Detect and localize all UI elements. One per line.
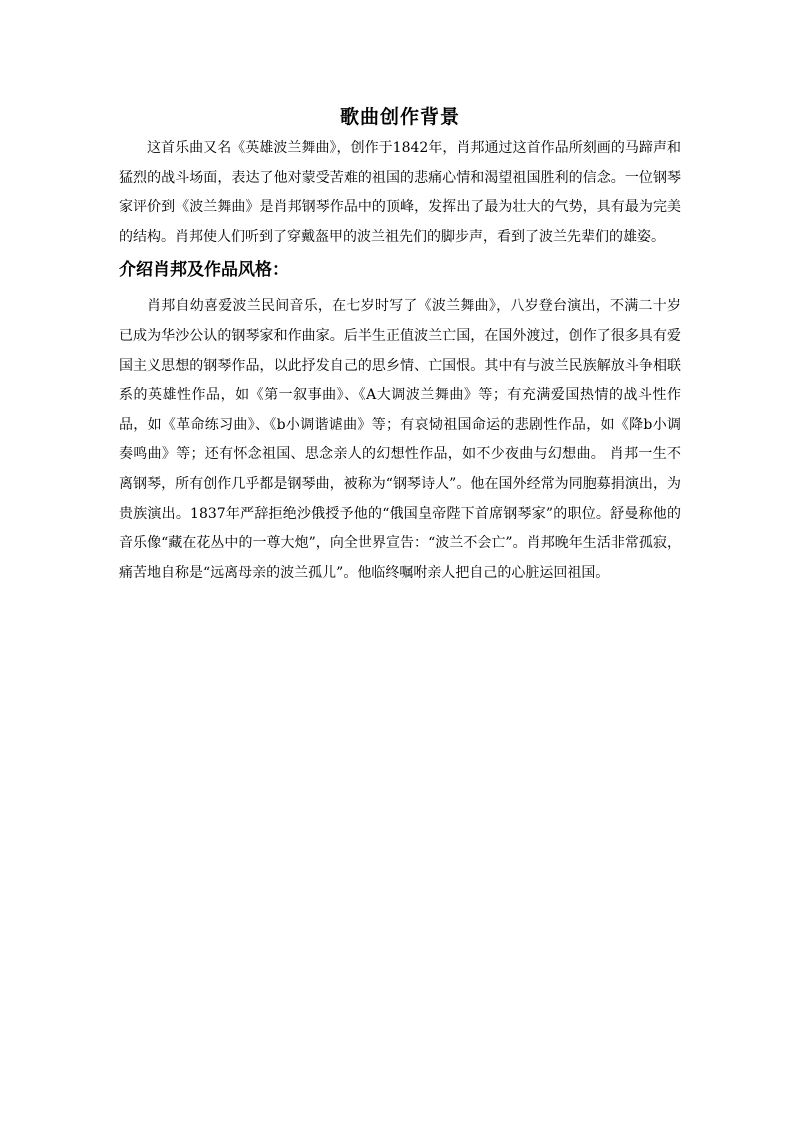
document-title: 歌曲创作背景 bbox=[339, 106, 460, 128]
section-heading: 介绍肖邦及作品风格： bbox=[119, 260, 289, 281]
background-paragraph: 这首乐曲又名《英雄波兰舞曲》，创作于1842年，肖邦通过这首作品所刻画的马蹄声和猛烈的战斗场面，表达了他对蒙受苦难的祖国的悲痛心情和渴望祖国胜利的信念。一位钢琴家评价到《波兰舞曲》是肖邦钢琴作品中的顶峰，发挥出了最为壮大的气势，具有最为完美的结构。肖邦使人们听到了穿戴盔甲的波兰祖先们的脚步声，看到了波兰先辈们的雄姿。 bbox=[119, 140, 681, 245]
chopin-style-paragraph: 肖邦自幼喜爱波兰民间音乐，在七岁时写了《波兰舞曲》，八岁登台演出，不满二十岁已成为华沙公认的钢琴家和作曲家。后半生正值波兰亡国，在国外渡过，创作了很多具有爱国主义思想的钢琴作品，以此抒发自己的思乡情、亡国恨。其中有与波兰民族解放斗争相联系的英雄性作品，如《第一叙事曲》、《A大调波兰舞曲》等；有充满爱国热情的战斗性作品，如《革命练习曲》、《b小调谐谑曲》等；有哀恸祖国命运的悲剧性作品，如《降b小调奏鸣曲》等；还有怀念祖国、思念亲人的幻想性作品，如不少夜曲与幻想曲。 肖邦一生不离钢琴，所有创作几乎都是钢琴曲，被称为“钢琴诗人”。他在国外经常为同胞募捐演出，为贵族演出。1837年严辞拒绝沙俄授予他的“俄国皇帝陛下首席钢琴家”的职位。舒曼称他的音乐像“藏在花丛中的一尊大炮”，向全世界宣告：“波兰不会亡”。肖邦晚年生活非常孤寂，痛苦地自称是“远离母亲的波兰孤儿”。他临终嘱咐亲人把自己的心脏运回祖国。 bbox=[119, 298, 681, 581]
document-page bbox=[119, 100, 681, 588]
